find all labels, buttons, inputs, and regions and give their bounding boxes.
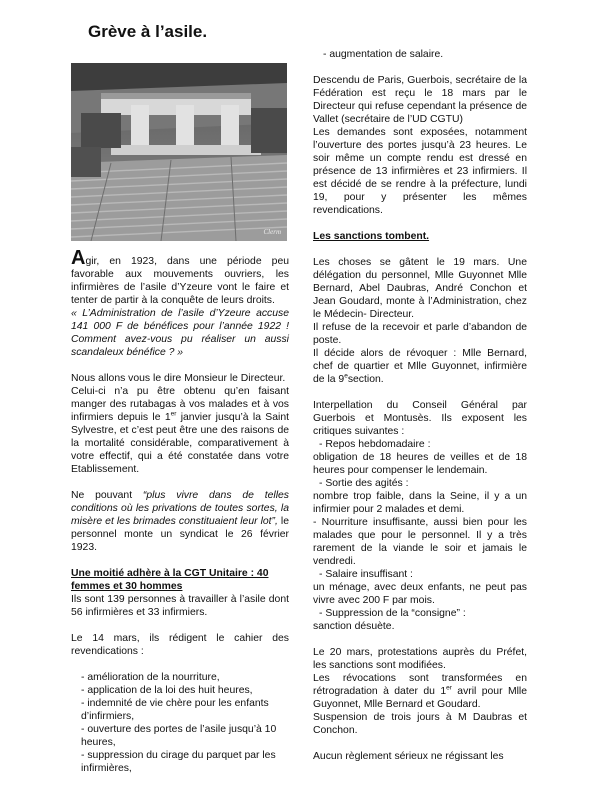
paragraph: Le 14 mars, ils rédigent le cahier des revendications :: [71, 633, 289, 657]
paragraph: Aucun règlement sérieux ne régissant les: [313, 751, 504, 762]
list-item: - suppression du cirage du parquet par les infirmières,: [81, 750, 276, 774]
quote-paragraph: « L’Administration de l’asile d’Yzeure accuse 141 000 F de bénéfices pour l’année 1922 ! Comment avez-vous pu réaliser un aussi scandaleux bénéfice ? »: [71, 308, 289, 358]
critique-heading: - Sortie des agités :: [319, 478, 409, 489]
list-item: - indemnité de vie chère pour les enfants d’infirmiers,: [81, 698, 269, 722]
critique-heading: - Suppression de la “consigne” :: [319, 608, 466, 619]
aerial-photo: [71, 63, 287, 241]
list-item: - application de la loi des huit heures,: [81, 685, 253, 696]
superscript: e: [344, 372, 348, 380]
superscript: er: [170, 410, 177, 418]
paragraph: Ils sont 139 personnes à travailler à l’asile dont 56 infirmières et 33 infirmiers.: [71, 594, 289, 618]
critique-heading: - Repos hebdomadaire :: [319, 439, 431, 450]
paragraph: Interpellation du Conseil Général par Guerbois et Montusès. Ils exposent les critiques suivantes :: [313, 400, 527, 437]
drop-cap: A: [71, 247, 86, 269]
right-column: [313, 48, 527, 763]
paragraph: [71, 385, 289, 476]
aerial-photo-of-asylum-icon: [71, 63, 287, 241]
critique-body: nombre trop faible, dans la Seine, il y a un infirmier pour 2 malades et demi.: [313, 491, 527, 515]
paragraph-text: Celui-ci n’a pu être obtenu qu’en faisant manger des rutabagas à vos malades et à vos infirmiers depuis le 1: [71, 386, 289, 423]
critique-body: sanction désuète.: [313, 621, 395, 632]
article-title: Grève à l’asile.: [88, 22, 208, 41]
paragraph: Descendu de Paris, Guerbois, secrétaire de la Fédération est reçu le 18 mars par le Directeur qui refuse cependant la présence de Vallet (secrétaire de l’UD CGTU): [313, 75, 527, 125]
list-item: - amélioration de la nourriture,: [81, 672, 220, 683]
critique-heading: - Salaire insuffisant :: [319, 569, 413, 580]
critique-body: un ménage, avec deux enfants, ne peut pas vivre avec 200 F par mois.: [313, 582, 527, 606]
paragraph: Il refuse de la recevoir et parle d’abandon de poste.: [313, 322, 527, 346]
paragraph-text: Il décide alors de révoquer : Mlle Bernard, chef de quartier et Mlle Guyonnet, infirmière de la 9: [313, 348, 527, 385]
section-heading: Les sanctions tombent.: [313, 231, 430, 242]
paragraph-text: le personnel monte un syndicat le 26 février 1923.: [71, 516, 290, 553]
superscript: er: [446, 684, 452, 692]
paragraph: [313, 347, 527, 386]
paragraph-text: janvier jusqu’à la Saint Sylvestre, et c’est peut être une des raisons de la mortalité considérable, comparativement à votre effectif, qui a été constatée dans votre Etablissement.: [71, 412, 289, 475]
paragraph-text: gir, en 1923, dans une période peu favorable aux mouvements ouvriers, les infirmières de l’asile d’Yzeure vont le faire et tenter de partir à la conquête de leurs droits.: [71, 256, 289, 306]
paragraph: Nous allons vous le dire Monsieur le Directeur.: [71, 373, 286, 384]
paragraph: Les choses se gâtent le 19 mars. Une délégation du personnel, Mlle Guyonnet Mlle Bernard, Abel Daubras, André Conchon et Jean Goudard, monte à l’Administration, chez le Médecin- Directeur.: [313, 257, 527, 320]
paragraph: [71, 247, 289, 307]
list-item: - augmentation de salaire.: [323, 49, 444, 60]
paragraph: Le 20 mars, protestations auprès du Préfet, les sanctions sont modifiées.: [313, 647, 527, 671]
section-heading: Une moitié adhère à la CGT Unitaire : 40 femmes et 30 hommes: [71, 568, 269, 592]
photo-mark: Clerm: [263, 228, 281, 236]
paragraph-text: Les révocations sont transformées en rétrogradation à dater du 1: [313, 673, 527, 697]
inline-quote: “plus vivre dans de telles conditions où les privations de toutes sortes, la misère et les brimades constituaient leur lot”,: [71, 490, 289, 527]
paragraph: Les demandes sont exposées, notamment l’ouverture des portes jusqu’à 23 heures. Le soir même un compte rendu est dressé en présence de 13 infirmières et 23 infirmiers. Il est décidé de se rendre à la préfecture, lundi 19, pour y présenter les mêmes revendications.: [313, 127, 527, 216]
paragraph: [71, 489, 289, 554]
critique-body: obligation de 18 heures de veilles et de 18 heures pour compenser le lendemain.: [313, 452, 527, 476]
paragraph-text: avril pour Mlle Guyonnet, Mlle Bernard et Goudard.: [313, 686, 527, 710]
demands-list: [71, 671, 289, 775]
critique-body: - Nourriture insuffisante, aussi bien pour les malades que pour le personnel. Il y a très rarement de la viande le soir et jamais le vendredi.: [313, 517, 527, 567]
paragraph: [313, 672, 527, 711]
paragraph: Suspension de trois jours à M Daubras et Conchon.: [313, 712, 527, 736]
paragraph-text: section.: [347, 374, 384, 385]
paragraph-text: Ne pouvant: [71, 490, 143, 501]
left-column: [71, 247, 290, 775]
list-item: - ouverture des portes de l’asile jusqu’à 10 heures,: [81, 724, 277, 748]
